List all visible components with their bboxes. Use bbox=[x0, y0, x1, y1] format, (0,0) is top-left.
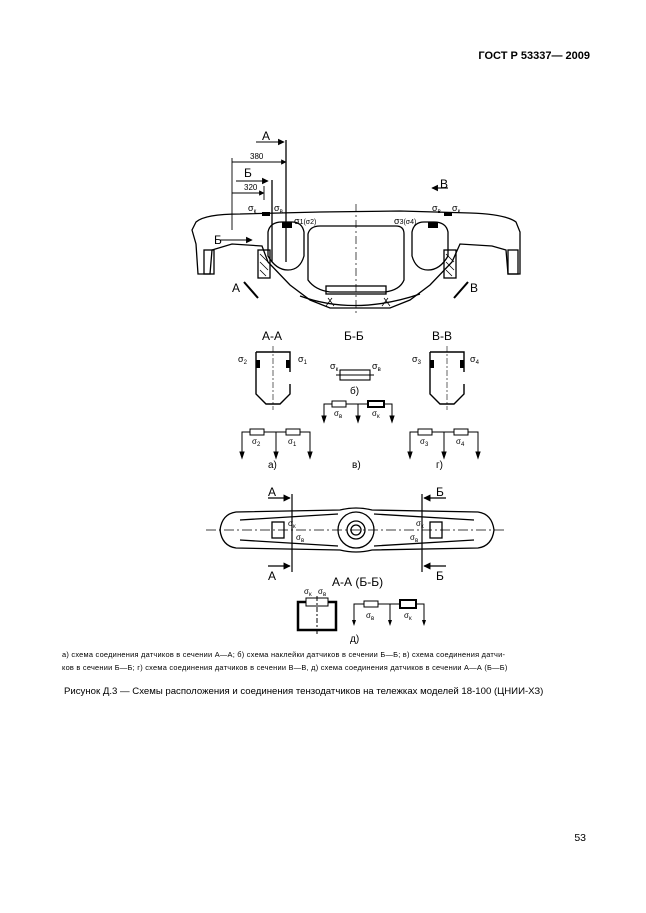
arrow-label-v-top: В bbox=[440, 177, 449, 191]
section-title-vv: В-В bbox=[432, 329, 453, 343]
arrow-label-b-top: Б bbox=[244, 166, 252, 180]
sigma-b-bolster-left: $\sigma_в$ bbox=[296, 533, 305, 544]
page-number: 53 bbox=[574, 832, 586, 844]
box-section-inner bbox=[306, 596, 328, 634]
sigma-3-vv: $\sigma_3$ bbox=[412, 354, 421, 366]
sigma-2-aa: $\sigma_2$ bbox=[238, 354, 247, 366]
section-arrows-top bbox=[220, 142, 468, 298]
arrow-label-b-bolster-top: Б bbox=[436, 485, 444, 499]
caption-line-1: а) схема соединения датчиков в сечении А—А; б) схема наклейки датчиков в сечении Б—Б; в) схема соединения датчи- bbox=[62, 650, 506, 659]
sigma-1-aa: $\sigma_1$ bbox=[298, 354, 307, 366]
sigma-1-circuit: $\sigma_1$ bbox=[288, 437, 297, 448]
sigma-b-bolster-right: $\sigma_в$ bbox=[410, 533, 419, 544]
sigma-pair-right: σ3(σ4) bbox=[394, 216, 417, 226]
panel-label-g: г) bbox=[436, 460, 443, 471]
sigma-4-circuit: $\sigma_4$ bbox=[456, 437, 465, 448]
dim-320: 320 bbox=[244, 183, 258, 192]
sigma-k-circuit-d: $\sigma_к$ bbox=[404, 611, 412, 622]
arrow-label-a-bolster-bottom: А bbox=[268, 569, 277, 583]
arrow-label-b-bolster-bottom: Б bbox=[436, 569, 444, 583]
sigma-top-left-1: $\sigma_к$ bbox=[248, 203, 257, 215]
section-bb-gauge bbox=[336, 370, 374, 380]
sigma-top-right-1: $\sigma_в$ bbox=[432, 203, 441, 215]
circuit-d bbox=[354, 600, 424, 622]
sigma-pair-left: σ1(σ2) bbox=[294, 216, 317, 226]
panel-label-a: а) bbox=[268, 460, 277, 471]
section-title-aabb: А-А (Б-Б) bbox=[332, 575, 384, 589]
bolster-section-lines bbox=[268, 494, 446, 572]
sigma-b-bb: $\sigma_в$ bbox=[372, 361, 381, 373]
arrow-label-a-top: А bbox=[262, 129, 271, 143]
dim-380: 380 bbox=[250, 152, 264, 161]
sigma-b-box: $\sigma_в$ bbox=[318, 587, 327, 598]
sigma-top-right-2: $\sigma_к$ bbox=[452, 203, 461, 215]
panel-label-d: д) bbox=[350, 634, 360, 645]
sigma-k-circuit-v: $\sigma_к$ bbox=[372, 409, 380, 420]
arrow-label-a-bottom: А bbox=[232, 281, 241, 295]
standard-header: ГОСТ Р 53337— 2009 bbox=[478, 50, 590, 62]
circuit-d-arrows bbox=[352, 620, 426, 626]
sigma-4-vv: $\sigma_4$ bbox=[470, 354, 479, 366]
sigma-k-bolster-left: $\sigma_к$ bbox=[288, 519, 296, 530]
arrow-label-v-bottom: В bbox=[470, 281, 479, 295]
sigma-2-circuit: $\sigma_2$ bbox=[252, 437, 261, 448]
sigma-b-circuit-v: $\sigma_в$ bbox=[334, 409, 343, 420]
sigma-b-circuit-d: $\sigma_в$ bbox=[366, 611, 375, 622]
panel-label-b: б) bbox=[350, 386, 360, 397]
sigma-top-left-2: $\sigma_в$ bbox=[274, 203, 283, 215]
bridge-circuits bbox=[242, 401, 478, 456]
hatch-details bbox=[260, 254, 454, 306]
sigma-3-circuit: $\sigma_3$ bbox=[420, 437, 429, 448]
sigma-k-bb: $\sigma_к$ bbox=[330, 361, 339, 373]
panel-label-v: в) bbox=[352, 460, 361, 471]
section-title-aa: А-А bbox=[262, 329, 283, 343]
section-aa-shape bbox=[256, 346, 290, 410]
arrow-label-b-mid: Б bbox=[214, 233, 222, 247]
sigma-k-box: $\sigma_к$ bbox=[304, 587, 312, 598]
arrow-label-a-bolster-top: А bbox=[268, 485, 277, 499]
caption-line-2: ков в сечении Б—Б; г) схема соединения датчиков в сечении В—В, д) схема соединения датчиков в сечении А—А (Б—Б) bbox=[62, 663, 508, 672]
section-vv-shape bbox=[430, 346, 464, 410]
sigma-k-bolster-right: $\sigma_к$ bbox=[416, 519, 424, 530]
figure-title: Рисунок Д.3 — Схемы расположения и соединения тензодатчиков на тележках моделей 18-100 (ЦНИИ-ХЗ) bbox=[64, 686, 544, 697]
section-title-bb: Б-Б bbox=[344, 329, 364, 343]
